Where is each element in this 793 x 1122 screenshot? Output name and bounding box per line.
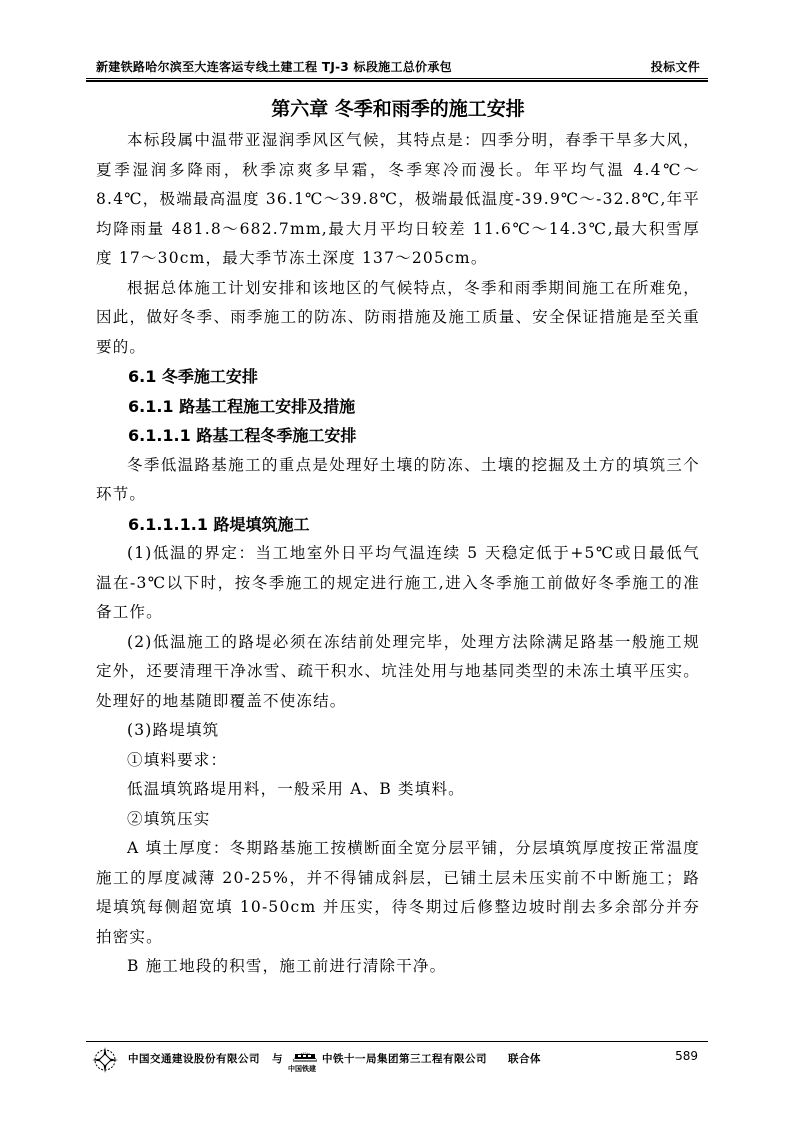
page-header <box>96 56 700 76</box>
list-item-3: (3)路堤填筑 <box>127 721 220 739</box>
document-type: 投标文件 <box>650 60 700 74</box>
sub-item-2: ②填筑压实 <box>127 809 211 828</box>
sub-item-1-text: 低温填筑路堤用料，一般采用 A、B 类填料。 <box>127 780 465 798</box>
crcc-compass-logo-icon <box>90 1045 120 1075</box>
page-footer <box>90 1045 700 1075</box>
list-item-1: (1)低温的界定：当工地室外日平均气温连续 5 天稳定低于+5℃或日最低气温在-3℃以下时，按冬季施工的规定进行施工,进入冬季施工前做好冬季施工的准备工作。 <box>96 544 700 621</box>
project-title: 新建铁路哈尔滨至大连客运专线土建工程 TJ-3 标段施工总价承包 <box>96 60 452 74</box>
section-heading-6-1-1-1-1: 6.1.1.1.1 路堤填筑施工 <box>128 514 310 534</box>
header-divider <box>86 78 708 83</box>
list-item-2: (2)低温施工的路堤必须在冻结前处理完毕，处理方法除满足路基一般施工规定外，还要清理干净冰雪、疏干积水、坑洼处用与地基同类型的未冻土填平压实。处理好的地基随即覆盖不使冻结。 <box>96 632 700 710</box>
point-b-paragraph: B 施工地段的积雪，施工前进行清除干净。 <box>127 957 447 975</box>
conjunction-text: 与 <box>272 1053 283 1065</box>
logo-caption: 中国铁建 <box>288 1065 316 1073</box>
joint-venture-label: 联合体 <box>508 1053 541 1065</box>
page-content <box>96 94 700 982</box>
point-a-paragraph: A 填土厚度：冬期路基施工按横断面全宽分层平铺，分层填筑厚度按正常温度施工的厚度减薄 20-25%，并不得铺成斜层，已铺土层未压实前不中断施工；路堤填筑每侧超宽填 10-50cm 并压实，待冬期过后修整边坡时削去多余部分并夯拍密实。 <box>96 839 700 946</box>
chapter-title: 第六章 冬季和雨季的施工安排 <box>271 98 525 120</box>
sub-item-1: ①填料要求： <box>127 750 228 769</box>
climate-paragraph: 本标段属中温带亚湿润季风区气候，其特点是：四季分明，春季干旱多大风，夏季湿润多降雨，秋季凉爽多早霜，冬季寒冷而漫长。年平均气温 4.4℃～8.4℃，极端最高温度 36.1℃～39.8℃，极端最低温度-39.9℃～-32.8℃,年平均降雨量 481.8～682.7mm,最大月平均日较差 11.6℃～14.3℃,最大积雪厚度 17～30cm，最大季节冻土深度 137～205cm。 <box>96 131 700 267</box>
section-heading-6-1: 6.1 冬季施工安排 <box>128 367 258 386</box>
section-heading-6-1-1: 6.1.1 路基工程施工安排及措施 <box>128 396 356 416</box>
header-divider-thick <box>86 80 708 82</box>
header-divider-thin <box>86 78 708 79</box>
section-heading-6-1-1-1: 6.1.1.1 路基工程冬季施工安排 <box>128 426 357 445</box>
winter-focus-paragraph: 冬季低温路基施工的重点是处理好土壤的防冻、土壤的挖掘及土方的填筑三个环节。 <box>96 455 700 503</box>
company-name-2: 中铁十一局集团第三工程有限公司 <box>322 1053 487 1065</box>
footer-divider <box>86 1041 708 1042</box>
company-name-1: 中国交通建设股份有限公司 <box>128 1053 260 1065</box>
page-number: 589 <box>675 1049 698 1063</box>
importance-paragraph: 根据总体施工计划安排和该地区的气候特点，冬季和雨季期间施工在所难免，因此，做好冬季、雨季施工的防冻、防雨措施及施工质量、安全保证措施是至关重要的。 <box>96 278 700 356</box>
